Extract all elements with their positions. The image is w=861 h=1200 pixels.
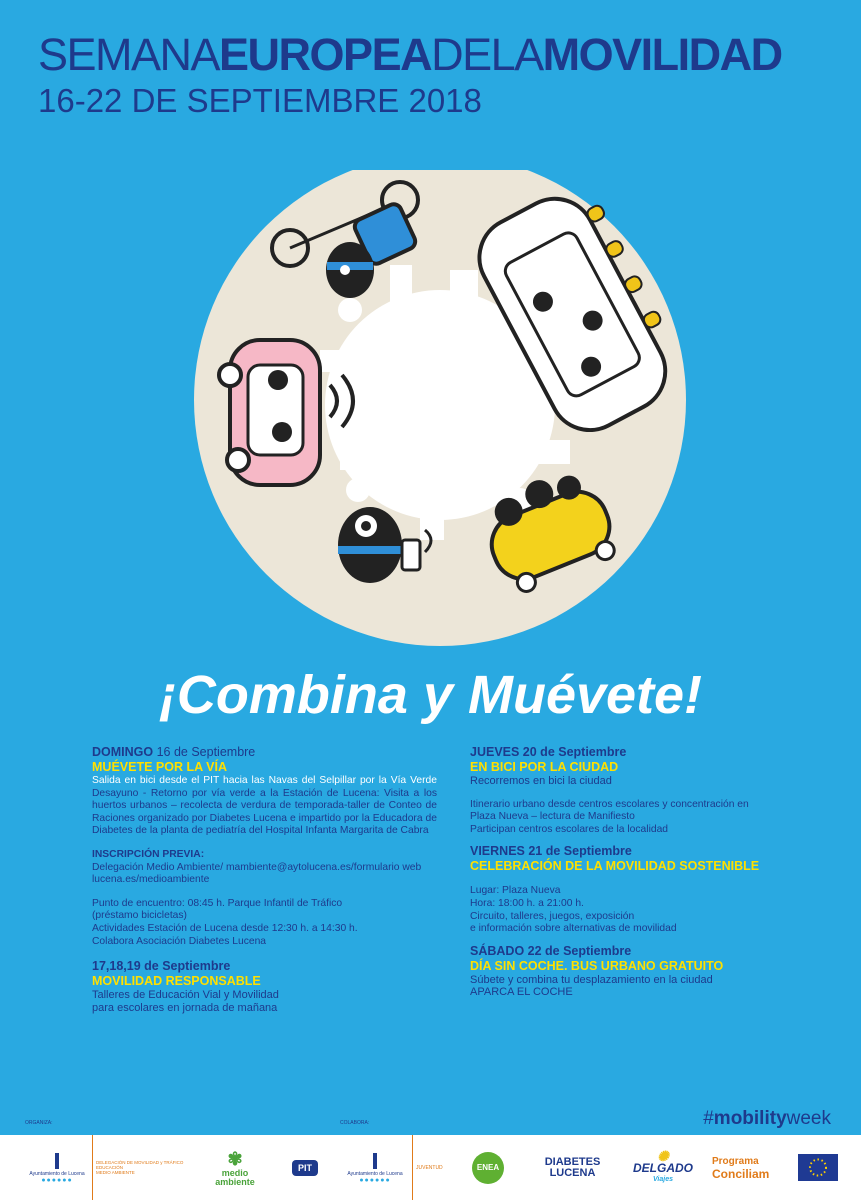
diabetes-line-1: DIABETES (544, 1155, 601, 1168)
drops-icon: ●●●●●● (359, 1177, 391, 1184)
weekdays-date: 17,18,19 de Septiembre (92, 959, 231, 974)
delgado-line-2: Viajes (653, 1175, 673, 1183)
footer-logos (0, 1135, 861, 1200)
ayto-label-2: Ayuntamiento de Lucena (347, 1171, 403, 1177)
diabetes-line-2: LUCENA (549, 1166, 596, 1179)
colabora-label: COLABORA: (340, 1120, 370, 1126)
meeting-point: Punto de encuentro: 08:45 h. Parque Infantil de Tráfico (92, 897, 343, 909)
saturday-event-title: DÍA SIN COCHE. BUS URBANO GRATUITO (470, 958, 724, 973)
saturday-line-1: Súbete y combina tu desplazamiento en la ciudad (470, 973, 713, 986)
conciliam-line-2: Conciliam (712, 1166, 770, 1181)
hashtag-rest: week (786, 1108, 831, 1129)
drops-icon: ●●●●●● (41, 1177, 73, 1184)
slogan: ¡Combina y Muévete! (158, 665, 703, 725)
saturday-date: SÁBADO 22 de Septiembre (470, 943, 632, 958)
thursday-line-2: Itinerario urbano desde centros escolares y concentración en (470, 798, 749, 810)
sunday-day-date: 16 de Septiembre (153, 745, 256, 759)
medio-line-1: medio (221, 1167, 249, 1178)
logo-delgado-viajes (628, 1135, 698, 1200)
thursday-line-1: Recorremos en bici la ciudad (470, 775, 612, 787)
sun-icon: ✺ (657, 1147, 669, 1164)
enea-label: ENEA (472, 1152, 504, 1184)
delgado-line-1: DELGADO (633, 1160, 693, 1175)
butterfly-icon: ✾ (227, 1148, 243, 1169)
sunday-description (92, 775, 437, 838)
tower-icon (369, 1151, 381, 1171)
friday-event-title: CELEBRACIÓN DE LA MOVILIDAD SOSTENIBLE (470, 859, 760, 874)
weekdays-event-title: MOVILIDAD RESPONSABLE (92, 974, 261, 989)
title-part-europea: EUROPEA (219, 29, 432, 80)
ayto-label: Ayuntamiento de Lucena (29, 1171, 85, 1177)
logo-enea (470, 1135, 506, 1200)
logo-juventud: JUVENTUD (412, 1135, 456, 1200)
thursday-line-3: Plaza Nueva – lectura de Manifiesto (470, 811, 635, 823)
deleg-line-1: DELEGACIÓN DE MOVILIDAD y TRÁFICO (96, 1160, 184, 1165)
title-part-dela: DELA (431, 29, 543, 80)
station-activities: Actividades Estación de Lucena desde 12:30 h. a 14:30 h. (92, 922, 358, 934)
thursday-date: JUEVES 20 de Septiembre (470, 745, 627, 759)
program-left-column (92, 745, 437, 1014)
sunday-description-rest: Desayuno - Retorno por vía verde a la Estación de Lucena: Visita a los huertos urbanos – recolecta de verdura de temporada-taller de Conteo de Raciones organizado por Diabetes Lucena e impartido por la Educadora de Diabetes de la planta de pediatría del Hospital Infanta Margarita de Cabra (92, 787, 437, 837)
poster-title (38, 29, 782, 80)
medio-line-2: ambiente (215, 1176, 255, 1187)
thursday-event-title: EN BICI POR LA CIUDAD (470, 760, 619, 774)
pit-label: PIT (292, 1160, 318, 1176)
deleg-line-2: EDUCACIÓN (96, 1165, 124, 1170)
weekdays-line-1: Talleres de Educación Vial y Movilidad (92, 989, 279, 1002)
hashtag-prefix: # (703, 1108, 714, 1129)
friday-line-2: Hora: 18:00 h. a 21:00 h. (470, 897, 584, 909)
logo-medio-ambiente (210, 1135, 260, 1200)
organiza-label: ORGANIZA: (25, 1120, 53, 1126)
registration-title: INSCRIPCIÓN PREVIA: (92, 848, 205, 860)
hashtag-bold: mobility (713, 1108, 787, 1129)
program-right-column (470, 745, 800, 999)
sunday-day-name: DOMINGO (92, 745, 154, 759)
title-part-movilidad: MOVILIDAD (542, 29, 782, 80)
mobility-illustration (190, 170, 690, 670)
collaborator-note: Colabora Asociación Diabetes Lucena (92, 935, 267, 947)
friday-line-4: e información sobre alternativas de movilidad (470, 923, 677, 935)
sunday-event-title: MUÉVETE POR LA VÍA (92, 760, 227, 774)
poster-dates: 16-22 DE SEPTIEMBRE 2018 (38, 82, 482, 119)
logo-delegaciones (92, 1135, 206, 1200)
saturday-line-2: APARCA EL COCHE (470, 986, 573, 999)
eu-flag-icon (798, 1154, 838, 1181)
sunday-date (92, 745, 437, 760)
conciliam-line-1: Programa (712, 1155, 759, 1167)
friday-date: VIERNES 21 de Septiembre (470, 844, 632, 859)
logo-pit (285, 1135, 325, 1200)
friday-line-3: Circuito, talleres, juegos, exposición (470, 910, 635, 922)
eu-flag-icon (796, 1135, 840, 1200)
tower-icon (51, 1151, 63, 1171)
deleg-line-3: MEDIO AMBIENTE (96, 1170, 135, 1175)
title-part-semana: SEMANA (38, 29, 220, 80)
registration-text: Delegación Medio Ambiente/ mambiente@aytolucena.es/formulario web lucena.es/medioambiente (92, 861, 422, 886)
sunday-description-highlight: Salida en bici desde el PIT hacia las Navas del Selpillar por la Vía Verde (92, 775, 437, 786)
hashtag (703, 1108, 831, 1130)
logo-conciliam (712, 1135, 782, 1200)
thursday-line-4: Participan centros escolares de la localidad (470, 823, 669, 835)
logo-diabetes-lucena (535, 1135, 610, 1200)
friday-line-1: Lugar: Plaza Nueva (470, 885, 561, 897)
logo-ayuntamiento-2 (340, 1135, 410, 1200)
logo-ayuntamiento (22, 1135, 92, 1200)
weekdays-line-2: para escolares en jornada de mañana (92, 1001, 278, 1014)
bike-loan-note: (préstamo bicicletas) (92, 910, 187, 922)
